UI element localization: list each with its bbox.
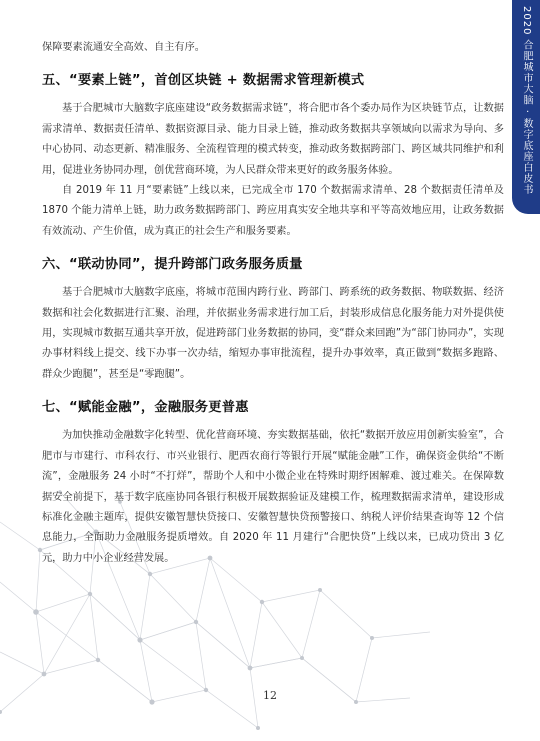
side-tab — [512, 0, 540, 214]
paragraph-5a: 基于合肥城市大脑数字底座建设“政务数据需求链”，将合肥市各个委办局作为区块链节点，让数据需求清单、数据责任清单、数据资源目录、能力目录上链，推动政务数据共享领域向以需求为导向、多中心协同、动态更新、精准服务、全流程管理的模式转变，推动政务数据跨部门、跨区域共同维护和利用，促进业务协同办理，创优营商环境，为人民群众带来更好的政务服务体验。 — [42, 103, 504, 176]
page-number: 12 — [263, 689, 277, 702]
paragraph-6: 基于合肥城市大脑数字底座，将城市范围内跨行业、跨部门、跨系统的政务数据、物联数据、经济数据和社会化数据进行汇聚、治理，并依据业务需求进行加工后，封装形成信息化服务能力对外提供使用，实现城市数据互通共享开放，促进跨部门业务数据的协同，变“群众来回跑”为“部门协同办”，实现办事材料线上提交、线下办事一次办结，缩短办事审批流程，提升办事效率，真正做到“数据多跑路、群众少跑腿”，甚至是“零跑腿”。 — [42, 287, 504, 380]
side-tab-title: 2020 合肥城市大脑 · 数字底座白皮书 — [521, 6, 532, 196]
paragraph-continuation: 保障要素流通安全高效、自主有序。 — [42, 42, 205, 53]
paragraph-7: 为加快推动金融数字化转型、优化营商环境、夯实数据基础，依托“数据开放应用创新实验室”，合肥市与市建行、市科农行、市兴业银行、肥西农商行等银行开展“赋能金融”工作，确保资金供给“不断流”，金融服务 24 小时“不打烊”，帮助个人和中小微企业在特殊时期纾困解难、渡过难关。在保障数据安全前提下，基于数字底座协同各银行积极开展数据验证及建模工作，梳理数据需求清单，建设形成标准化金融主题库，提供安徽智慧快贷接口、安徽智慧快贷预警接口、纳税人评价结果查询等 12 个信息能力，全面助力金融服务提质增效。自 2020 年 11 月建行“合肥快贷”上线以来，已成功贷出 3 亿元，助力中小企业经营发展。 — [42, 430, 504, 564]
section-heading-7: 七、“赋能金融”，金融服务更普惠 — [42, 400, 249, 416]
section-heading-6: 六、“联动协同”，提升跨部门政务服务质量 — [42, 257, 303, 273]
section-heading-5: 五、“要素上链”，首创区块链 + 数据需求管理新模式 — [42, 73, 365, 89]
paragraph-5b: 自 2019 年 11 月“要素链”上线以来，已完成全市 170 个数据需求清单、28 个数据责任清单及 1870 个能力清单上链，助力政务数据跨部门、跨应用真实安全地共享和平等高效地应用，让政务数据有效流动、产生价值，成为真正的社会生产和服务要素。 — [42, 185, 504, 237]
document-body — [42, 38, 504, 569]
